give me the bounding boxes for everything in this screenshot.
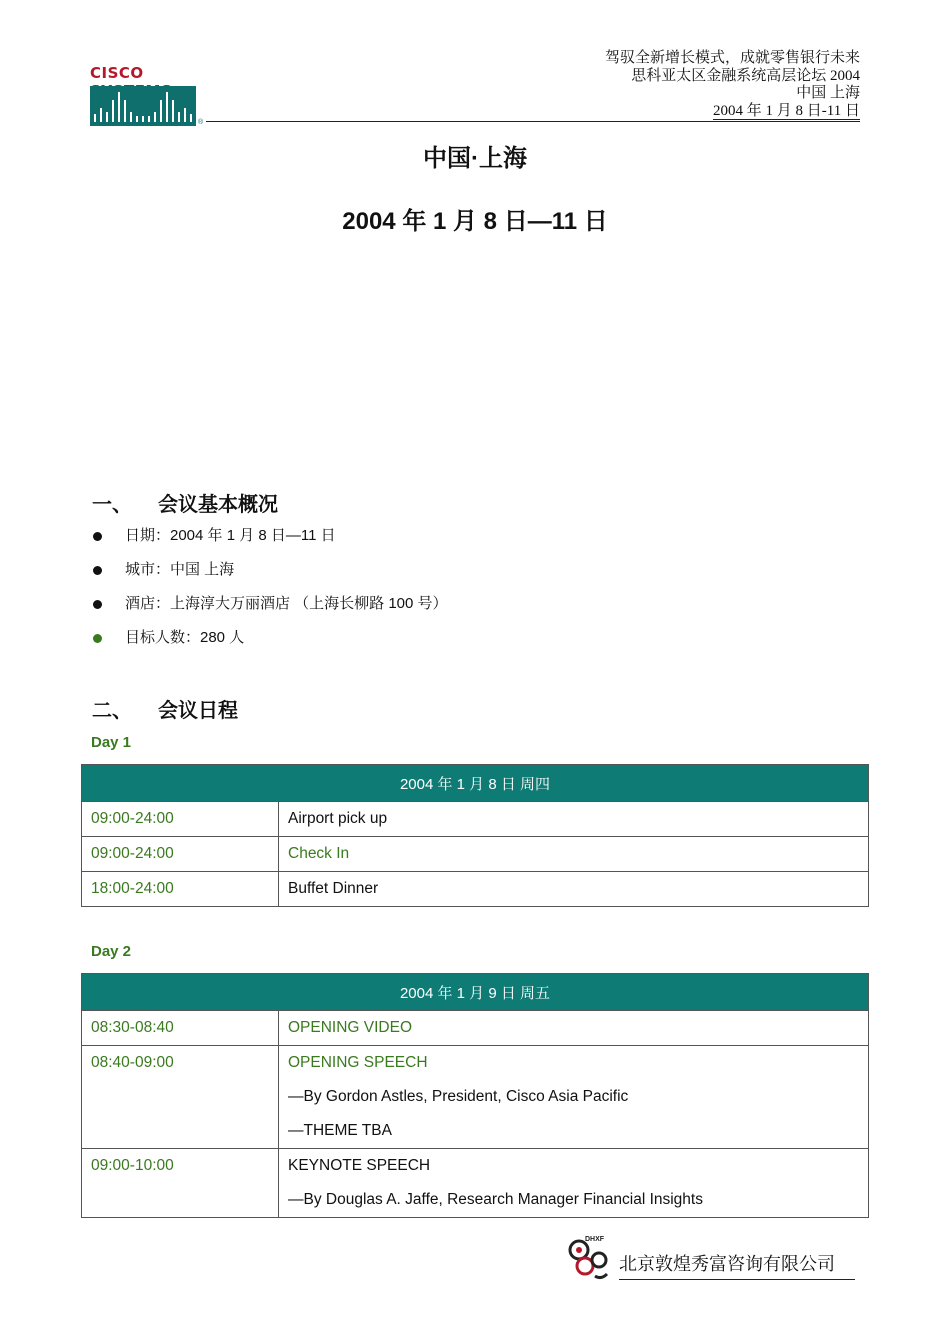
row-event: OPENING VIDEO: [279, 1011, 869, 1046]
dhxf-logo: [565, 1236, 613, 1284]
day2-table-header: 2004 年 1 月 9 日 周五: [82, 974, 869, 1011]
list-item: 日期：2004 年 1 月 8 日—11 日: [92, 524, 448, 558]
section-title: 会议基本概况: [158, 494, 278, 516]
section-agenda-heading: [92, 694, 238, 723]
table-row: [82, 802, 869, 837]
row-time: 09:00-10:00: [82, 1149, 279, 1218]
header-divider: [206, 121, 860, 122]
row-time: 09:00-24:00: [82, 837, 279, 872]
row-time: 08:30-08:40: [82, 1011, 279, 1046]
cisco-logo: [90, 64, 210, 128]
registered-mark-icon: ®: [198, 119, 204, 126]
row-time: 09:00-24:00: [82, 802, 279, 837]
bullet-icon: [93, 600, 102, 609]
bullet-icon: [93, 566, 102, 575]
title-dates: 2004 年 1 月 8 日—11 日: [342, 208, 608, 235]
table-row: [82, 837, 869, 872]
dhxf-logo-text: DHXF: [585, 1236, 605, 1243]
section-number: 二、: [92, 700, 132, 722]
row-event: OPENING SPEECH: [288, 1054, 428, 1071]
day2-label: Day 2: [91, 943, 132, 960]
header-forum: 思科亚太区金融系统高层论坛 2004: [631, 67, 860, 84]
cisco-bars-icon: [90, 86, 196, 126]
table-row: [82, 1149, 869, 1218]
bullet-icon: [93, 634, 102, 643]
table-row: [82, 1011, 869, 1046]
section-overview-heading: [92, 488, 278, 517]
section-number: 一、: [92, 494, 132, 516]
list-item: 目标人数：280 人: [92, 626, 448, 660]
header-date: 2004 年 1 月 8 日-11 日: [713, 102, 860, 119]
header-city: 中国 上海: [796, 85, 860, 101]
logo-word-cisco: CISCO: [90, 64, 144, 82]
row-time: 08:40-09:00: [82, 1046, 279, 1149]
list-item: 酒店：上海淳大万丽酒店 （上海长柳路 100 号）: [92, 592, 448, 626]
row-event-cell: [279, 1149, 869, 1218]
row-theme: —THEME TBA: [288, 1122, 392, 1139]
table-row: [82, 1046, 869, 1149]
header-slogan: 驾驭全新增长模式，成就零售银行未来: [604, 50, 860, 66]
row-event: Airport pick up: [279, 802, 869, 837]
row-time: 18:00-24:00: [82, 872, 279, 907]
row-speaker: —By Gordon Astles, President, Cisco Asia Pacific: [288, 1088, 629, 1105]
day1-label: Day 1: [91, 734, 132, 751]
row-event: Buffet Dinner: [279, 872, 869, 907]
section-title: 会议日程: [158, 700, 238, 722]
header-info: [605, 50, 860, 120]
day1-table-header: 2004 年 1 月 8 日 周四: [82, 765, 869, 802]
table-row: [82, 872, 869, 907]
row-event-cell: [279, 1046, 869, 1149]
row-event: KEYNOTE SPEECH: [288, 1157, 431, 1174]
day1-schedule-table: [81, 764, 869, 907]
day2-schedule-table: [81, 973, 869, 1218]
title-location: 中国·上海: [423, 145, 527, 172]
bullet-icon: [93, 532, 102, 541]
list-item: 城市：中国 上海: [92, 558, 448, 592]
row-event: Check In: [279, 837, 869, 872]
overview-list: [92, 524, 448, 660]
row-speaker: —By Douglas A. Jaffe, Research Manager Financial Insights: [288, 1191, 703, 1208]
footer-company-name: 北京敦煌秀富咨询有限公司: [619, 1250, 855, 1280]
